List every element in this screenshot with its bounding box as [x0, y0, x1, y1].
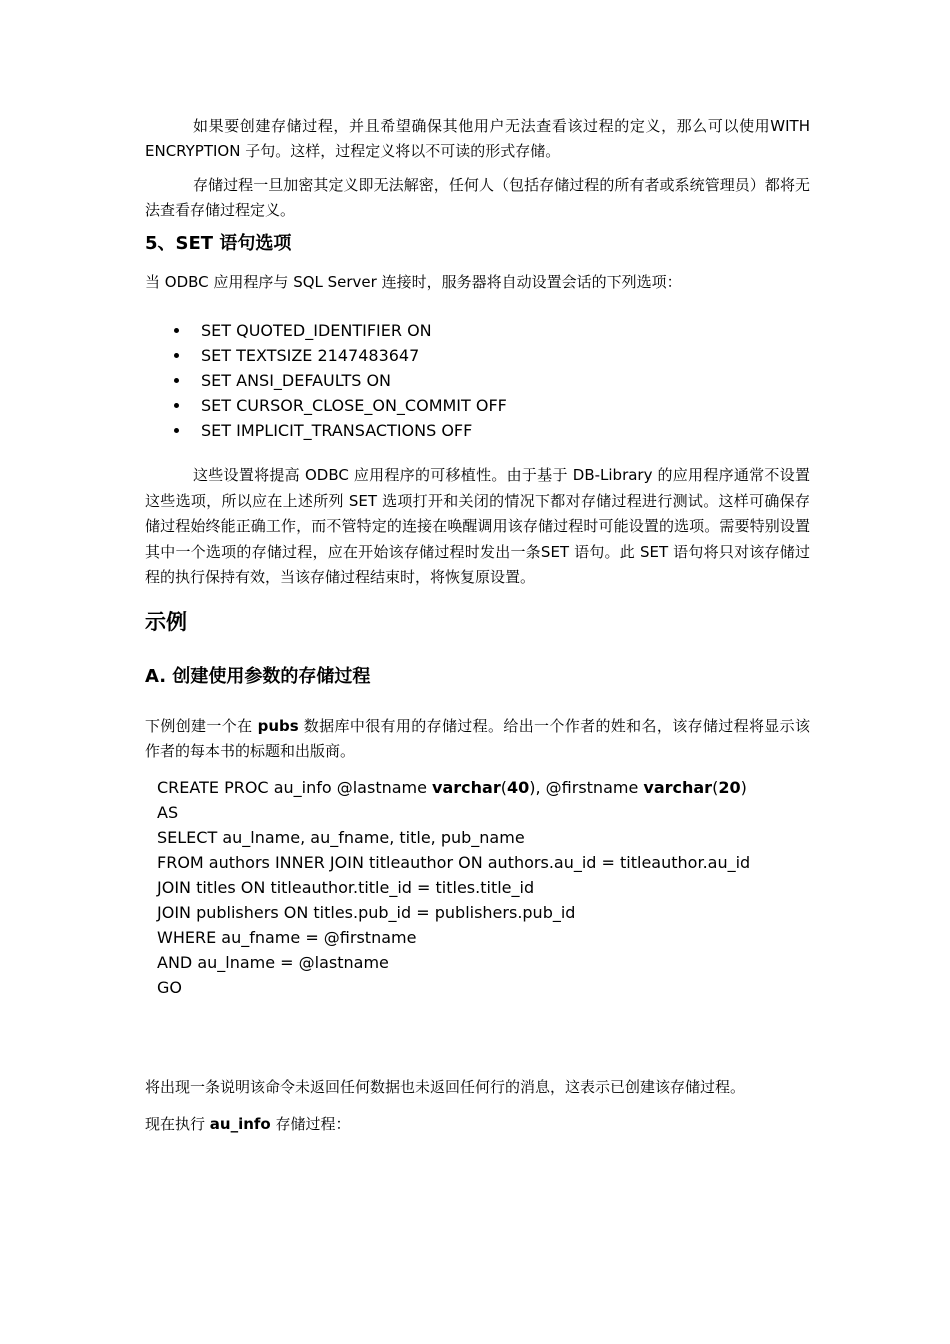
list-item [201, 368, 810, 393]
paragraph-text: 连接时，服务器将自动设置会话的下列选项： [376, 273, 682, 291]
code-line: JOIN titles ON titleauthor.title_id = titles.title_id [157, 877, 535, 897]
paragraph-text: 选项打开和关闭的情况下都对存储过程进行测试。这样可确保存储过程始终能正确工作，而不管特定的连接在唤醒调用该存储过程时可能设置的选项。需要特别设置其中一个选项的存储过程，应在开始该存储过程时发出一条 [145, 491, 810, 561]
keyword-db-library: DB-Library [572, 466, 653, 484]
keyword-sql-server: SQL Server [293, 273, 377, 291]
paragraph-message [145, 1075, 810, 1100]
keyword-set: SET [348, 491, 378, 510]
paragraph-text: 语句。此 [569, 542, 640, 561]
list-item-text: SET TEXTSIZE 2147483647 [201, 346, 420, 365]
bullet-icon [174, 328, 179, 333]
paragraph-text: 的应用程序通常不设置这些选项，所以应在上述所列 [145, 466, 810, 510]
paragraph-text: 现在执行 [145, 1114, 210, 1133]
code-text: ), @firstname [529, 777, 644, 797]
code-keyword: varchar [432, 777, 501, 797]
code-line: FROM authors INNER JOIN titleauthor ON authors.au_id = titleauthor.au_id [157, 852, 751, 872]
section-heading-set [145, 231, 810, 257]
paragraph-text: 存储过程一旦加密其定义即无法解密，任何人（包括存储过程的所有者或系统管理员）都将无法查看存储过程定义。 [145, 176, 810, 219]
keyword-au-info: au_info [209, 1114, 271, 1133]
code-text: CREATE PROC au_info @lastname [157, 777, 433, 797]
code-text: ( [712, 777, 719, 797]
paragraph-text: 应用程序的可移植性。由于基于 [348, 466, 573, 484]
list-item [201, 393, 810, 418]
keyword-with-encryption: WITH ENCRYPTION [145, 117, 810, 160]
list-item [201, 318, 810, 343]
paragraph-text: 如果要创建存储过程，并且希望确保其他用户无法查看该过程的定义，那么可以使用 [193, 117, 771, 135]
code-line: AND au_lname = @lastname [157, 952, 389, 972]
paragraph-text: 应用程序与 [208, 273, 294, 291]
bullet-icon [174, 403, 179, 408]
section-title: 语句选项 [213, 233, 292, 254]
list-item-text: SET ANSI_DEFAULTS ON [201, 371, 392, 390]
keyword-pubs: pubs [257, 716, 299, 735]
bullet-icon [174, 428, 179, 433]
paragraph-text: 存储过程： [270, 1114, 351, 1133]
code-line: AS [157, 802, 179, 822]
bullet-icon [174, 378, 179, 383]
code-keyword: varchar [643, 777, 713, 797]
keyword-set: SET [540, 542, 570, 561]
list-item [201, 418, 810, 443]
bullet-icon [174, 353, 179, 358]
list-item-text: SET IMPLICIT_TRANSACTIONS OFF [201, 421, 473, 440]
code-block [145, 775, 810, 1000]
paragraph-odbc-connect [145, 270, 810, 295]
paragraph-text: 子句。这样，过程定义将以不可读的形式存储。 [240, 142, 561, 160]
code-line [157, 775, 810, 800]
paragraph-execute [145, 1112, 810, 1137]
code-line: SELECT au_lname, au_fname, title, pub_name [157, 827, 525, 847]
set-options-list [145, 318, 810, 443]
keyword-odbc: ODBC [164, 273, 209, 291]
paragraph-portability [145, 463, 810, 591]
code-text: ( [500, 777, 507, 797]
list-item-text: SET QUOTED_IDENTIFIER ON [201, 321, 432, 340]
paragraph-encryption [145, 114, 810, 164]
examples-heading: 示例 [145, 608, 187, 634]
example-title: 创建使用参数的存储过程 [166, 665, 371, 687]
paragraph-text: 当 [145, 273, 165, 291]
paragraph-decrypt [145, 173, 810, 223]
code-number: 20 [718, 777, 741, 797]
paragraph-text: 将出现一条说明该命令未返回任何数据也未返回任何行的消息，这表示已创建该存储过程。 [145, 1077, 746, 1096]
section-number: 5、SET [145, 233, 214, 254]
paragraph-text: 语句将只对该存储过程的执行保持有效，当该存储过程结束时，将恢复原设置。 [145, 542, 810, 586]
code-number: 40 [506, 777, 530, 797]
keyword-odbc: ODBC [304, 466, 349, 484]
list-item-text: SET CURSOR_CLOSE_ON_COMMIT OFF [201, 396, 507, 415]
code-text: ) [740, 777, 747, 797]
code-line: JOIN publishers ON titles.pub_id = publishers.pub_id [157, 902, 576, 922]
document-page [145, 110, 810, 1137]
example-a-heading [145, 664, 810, 690]
list-item [201, 343, 810, 368]
paragraph-text: 数据库中很有用的存储过程。给出一个作者的姓和名，该存储过程将显示该作者的每本书的标题和出版商。 [145, 716, 810, 760]
keyword-set: SET [640, 542, 669, 561]
code-line: WHERE au_fname = @firstname [157, 927, 417, 947]
example-letter: A. [145, 665, 167, 687]
paragraph-example-intro [145, 714, 810, 764]
paragraph-text: 下例创建一个在 [145, 716, 258, 735]
code-line: GO [157, 977, 182, 997]
paragraph-text: 这些设置将提高 [193, 466, 305, 484]
